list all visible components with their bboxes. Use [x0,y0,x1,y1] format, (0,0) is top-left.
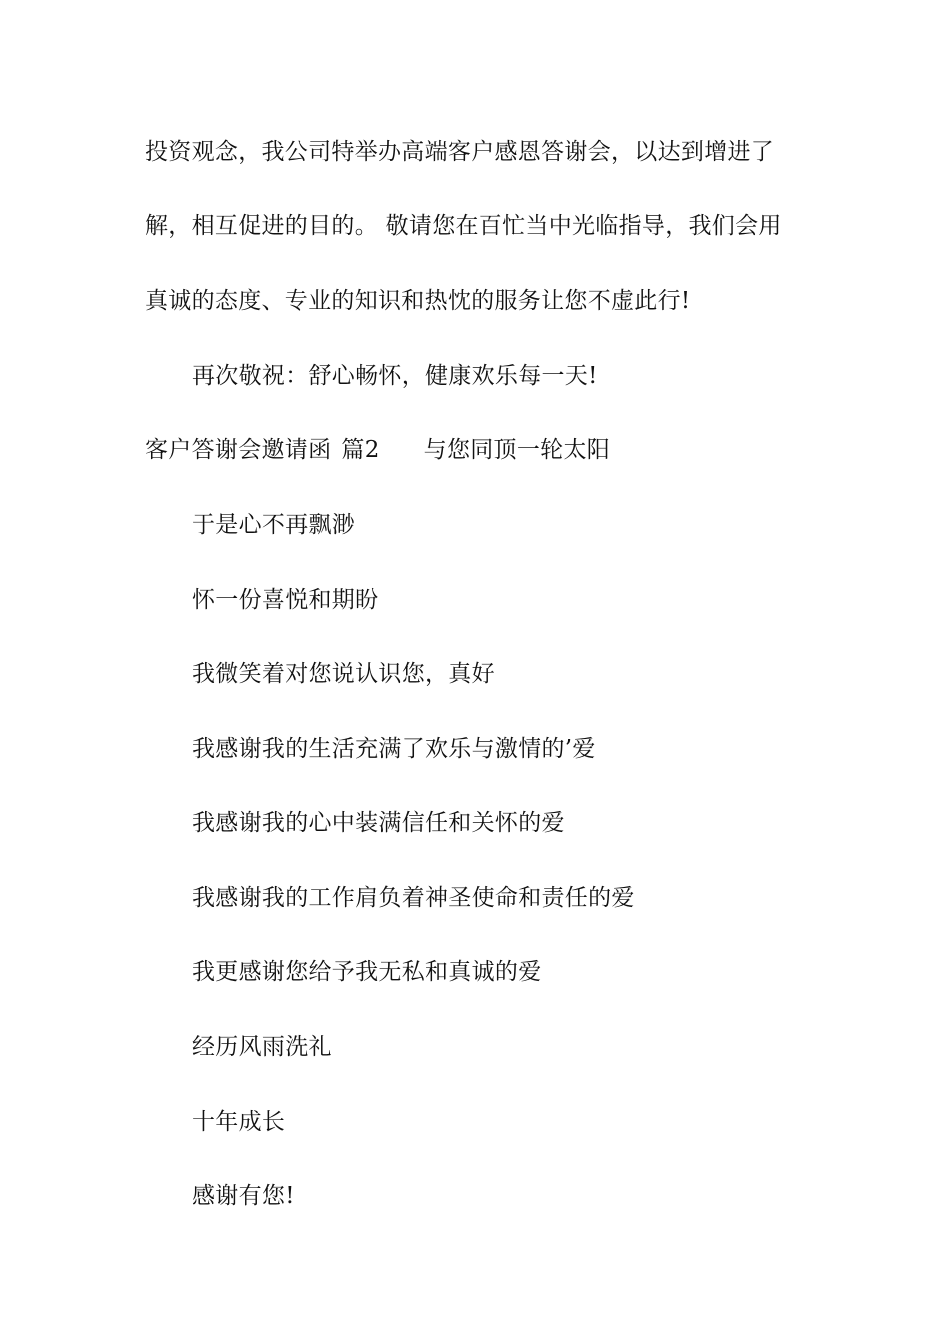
poem-line: 我感谢我的工作肩负着神圣使命和责任的爱 [192,885,635,911]
poem-line: 我感谢我的心中装满信任和关怀的爱 [192,810,565,836]
section-heading [145,435,610,465]
poem-line: 怀一份喜悦和期盼 [192,587,379,613]
section-part-label: 篇2 [341,437,380,463]
paragraph-line: 解，相互促进的目的。 敬请您在百忙当中光临指导，我们会用 [145,213,782,239]
section-title: 客户答谢会邀请函 [145,437,332,463]
poem-line: 我感谢我的生活充满了欢乐与激情的’爱 [192,736,596,762]
poem-line: 我更感谢您给予我无私和真诚的爱 [192,959,542,985]
poem-line: 我微笑着对您说认识您，真好 [192,661,495,687]
paragraph-line: 真诚的态度、专业的知识和热忱的服务让您不虚此行! [145,288,691,314]
poem-line: 十年成长 [192,1109,286,1135]
closing-line: 再次敬祝：舒心畅怀，健康欢乐每一天! [192,363,598,389]
poem-line: 感谢有您! [192,1183,295,1209]
poem-line: 于是心不再飘渺 [192,512,356,538]
paragraph-line: 投资观念，我公司特举办高端客户感恩答谢会，以达到增进了 [145,139,775,165]
poem-first-line: 与您同顶一轮太阳 [423,437,611,463]
poem-line: 经历风雨洗礼 [192,1034,332,1060]
